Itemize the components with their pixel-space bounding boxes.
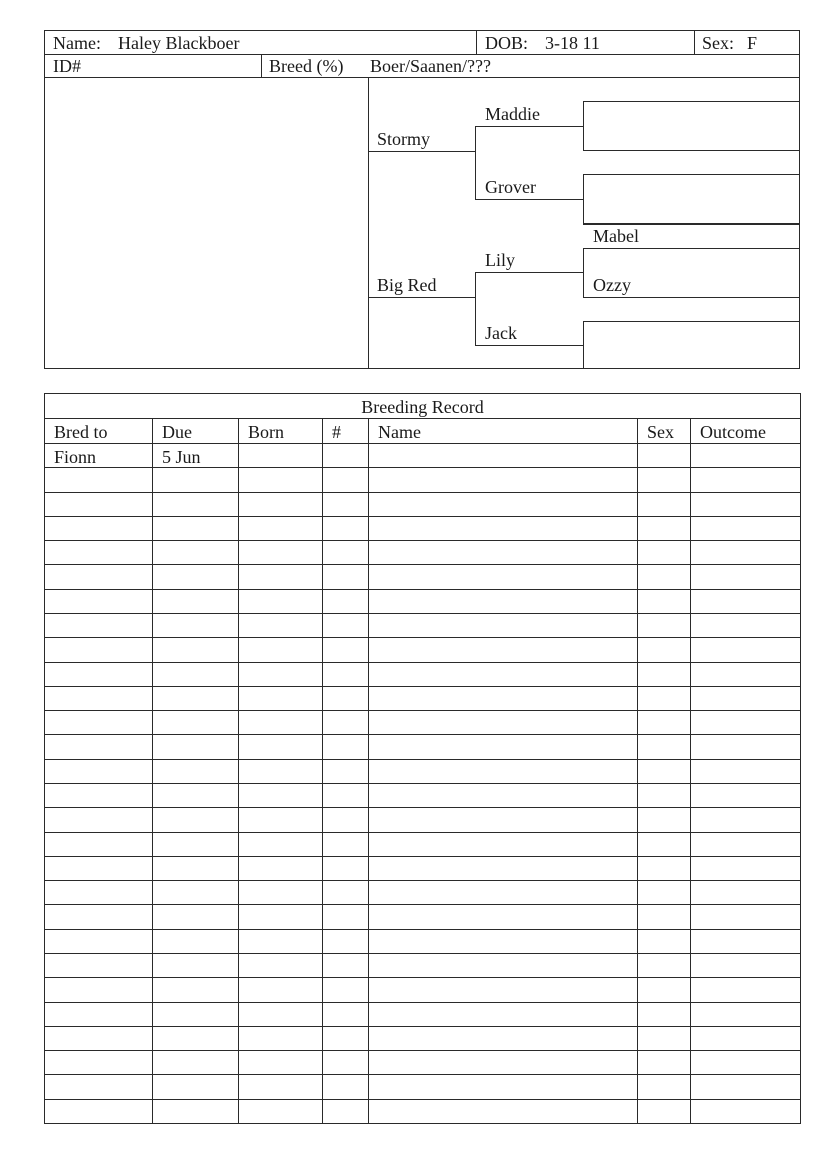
- table-row: [45, 516, 800, 540]
- table-row: [45, 492, 800, 516]
- pedigree-line: [369, 297, 476, 298]
- breeding-record-table: [44, 393, 801, 1124]
- table-row: [45, 589, 800, 613]
- pedigree-sire-dam: Grover: [485, 177, 536, 197]
- pedigree-line: [583, 224, 800, 225]
- table-row: [45, 1026, 800, 1050]
- breeding-record-title-row: [45, 394, 800, 418]
- pedigree-line: [475, 126, 584, 127]
- table-row: [45, 880, 800, 904]
- table-row: [45, 807, 800, 831]
- table-row: [45, 1050, 800, 1074]
- dob-label: DOB:: [485, 33, 529, 53]
- breed-value: Boer/Saanen/???: [370, 56, 491, 76]
- table-row: [45, 734, 800, 758]
- table-row: [45, 710, 800, 734]
- col-header-sex: Sex: [647, 422, 674, 442]
- dob-value: 3-18 11: [545, 33, 600, 53]
- goat-info-form: [44, 30, 800, 369]
- pedigree-dam-dam: Jack: [485, 323, 517, 343]
- table-row: [45, 1099, 800, 1123]
- col-header-bred-to: Bred to: [54, 422, 108, 442]
- pedigree-box: [583, 101, 800, 151]
- pedigree-chart: [45, 78, 799, 368]
- table-row: [45, 467, 800, 491]
- table-row: [45, 540, 800, 564]
- table-row: [45, 686, 800, 710]
- col-header-count: #: [332, 422, 341, 442]
- pedigree-line: [475, 199, 584, 200]
- pedigree-line: [475, 272, 584, 273]
- pedigree-line: [475, 126, 476, 199]
- pedigree-line: [583, 248, 800, 249]
- cell-due: 5 Jun: [162, 447, 201, 467]
- pedigree-sire: Stormy: [377, 129, 431, 149]
- pedigree-line: [583, 297, 800, 298]
- table-row: [45, 564, 800, 588]
- pedigree-line: [475, 272, 476, 345]
- name-label: Name:: [53, 33, 101, 53]
- pedigree-line: [583, 321, 584, 368]
- name-value: Haley Blackboer: [118, 33, 240, 53]
- col-divider: [476, 31, 477, 54]
- pedigree-sire-sire: Maddie: [485, 104, 540, 124]
- table-row: [45, 856, 800, 880]
- col-header-name: Name: [378, 422, 421, 442]
- pedigree-line: [583, 321, 800, 322]
- pedigree-mabel: Mabel: [593, 226, 639, 246]
- row-divider: [45, 54, 799, 55]
- col-header-outcome: Outcome: [700, 422, 766, 442]
- pedigree-ozzy: Ozzy: [593, 275, 631, 295]
- table-row: [45, 1002, 800, 1026]
- table-row: [45, 443, 800, 467]
- sex-value: F: [747, 33, 758, 53]
- table-row: [45, 759, 800, 783]
- table-row: [45, 904, 800, 928]
- table-row: [45, 613, 800, 637]
- table-row: [45, 929, 800, 953]
- table-row: [45, 977, 800, 1001]
- pedigree-box: [583, 174, 800, 224]
- breed-label: Breed (%): [269, 56, 344, 76]
- col-header-born: Born: [248, 422, 284, 442]
- cell-bred-to: Fionn: [54, 447, 97, 467]
- col-divider: [261, 54, 262, 77]
- table-row: [45, 783, 800, 807]
- table-row: [45, 662, 800, 686]
- id-label: ID#: [53, 56, 81, 76]
- col-divider: [694, 31, 695, 54]
- pedigree-divider: [368, 78, 369, 368]
- pedigree-line: [369, 151, 476, 152]
- breeding-record-title: Breeding Record: [361, 397, 484, 417]
- record-rows: [45, 443, 800, 1123]
- pedigree-dam: Big Red: [377, 275, 437, 295]
- table-row: [45, 1074, 800, 1098]
- table-row: [45, 953, 800, 977]
- col-header-due: Due: [162, 422, 192, 442]
- column-header-row: [45, 419, 800, 443]
- pedigree-dam-sire: Lily: [485, 250, 515, 270]
- table-row: [45, 832, 800, 856]
- sex-label: Sex:: [702, 33, 735, 53]
- pedigree-line: [475, 345, 584, 346]
- table-row: [45, 637, 800, 661]
